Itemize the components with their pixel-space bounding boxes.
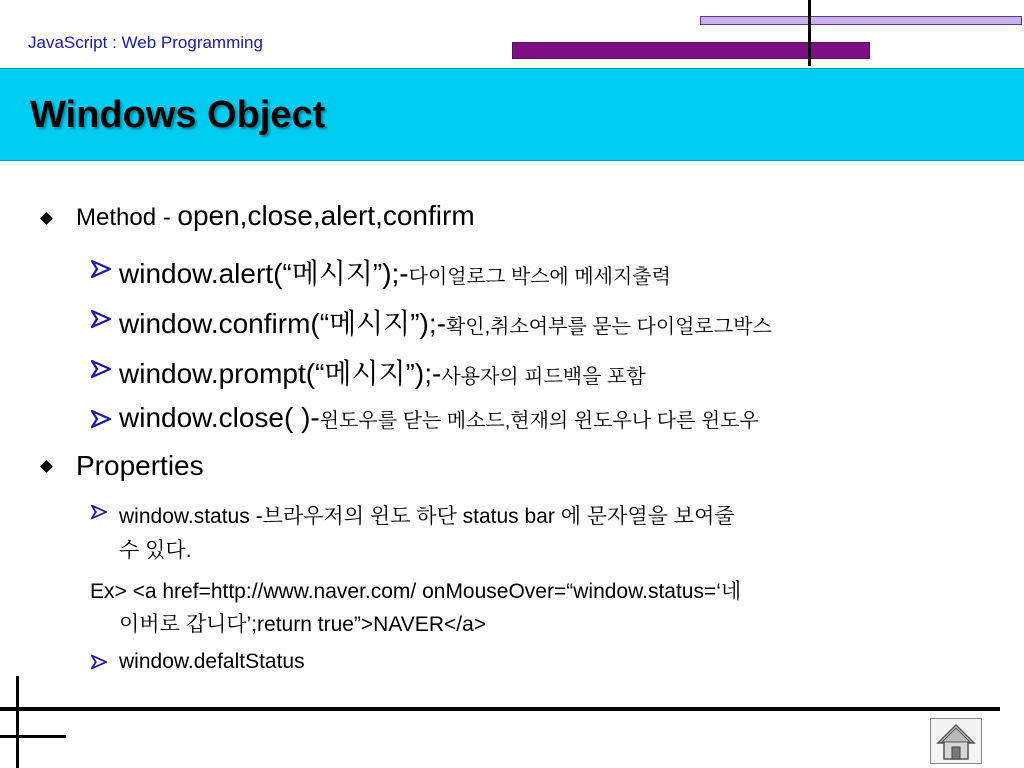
arrow-bullet-icon [90, 309, 112, 329]
method-item-code-end: );- [382, 258, 409, 289]
diamond-bullet-icon [40, 212, 53, 225]
status-line-1: window.status -브라우저의 윈도 하단 status bar 에 문자열을 보여줄 [119, 505, 735, 528]
decorative-vertical-line [808, 0, 811, 66]
method-item-code-end: );- [419, 308, 446, 339]
decorative-horizontal-line [0, 707, 1000, 711]
properties-label: Properties [76, 450, 204, 481]
method-line [76, 200, 475, 232]
method-item-desc: 다이얼로그 박스에 메세지출력 [408, 266, 671, 288]
arrow-bullet-icon [90, 654, 108, 670]
slide-title: Windows Object [30, 94, 326, 136]
decorative-horizontal-line [0, 735, 66, 738]
arrow-bullet-icon [90, 409, 112, 429]
method-item-arg: 메시지” [324, 358, 415, 389]
method-item-close [119, 402, 759, 434]
header-caption: JavaScript : Web Programming [28, 33, 263, 52]
method-item-code: window.close( )- [119, 402, 320, 433]
method-item-code: window.confirm(“ [119, 308, 330, 339]
method-item-desc: 확인,취소여부를 묻는 다이얼로그박스 [445, 316, 772, 338]
method-item-code: window.prompt(“ [119, 358, 325, 389]
method-item-desc: 사용자의 피드백을 포함 [441, 366, 646, 388]
arrow-bullet-icon [90, 504, 108, 520]
method-item-prompt [119, 352, 646, 392]
status-line-2: 수 있다. [119, 539, 192, 562]
home-button[interactable] [930, 718, 982, 764]
method-prefix: Method - [76, 204, 178, 231]
example-line-1: Ex> <a href=http://www.naver.com/ onMouseOver=“window.status=‘네 [90, 580, 742, 603]
method-item-code: window.alert(“ [119, 258, 292, 289]
method-item-arg: 메시지” [291, 258, 383, 289]
default-status: window.defaltStatus [119, 650, 305, 673]
diamond-bullet-icon [40, 460, 53, 473]
decorative-bar-dark [512, 42, 870, 59]
method-item-alert [119, 252, 671, 292]
method-item-arg: 메시지” [329, 308, 420, 339]
arrow-bullet-icon [90, 359, 112, 379]
method-item-desc: 윈도우를 닫는 메소드,현재의 윈도우나 다른 윈도우 [319, 410, 759, 432]
method-item-code-end: );- [414, 358, 442, 389]
decorative-vertical-line [16, 676, 19, 768]
home-icon [931, 719, 981, 763]
decorative-bar-light [700, 16, 1022, 25]
method-names: open,close,alert,confirm [177, 200, 475, 231]
arrow-bullet-icon [90, 259, 112, 279]
method-item-confirm [119, 302, 772, 342]
example-line-2: 이버로 갑니다’;return true”>NAVER</a> [119, 613, 487, 636]
